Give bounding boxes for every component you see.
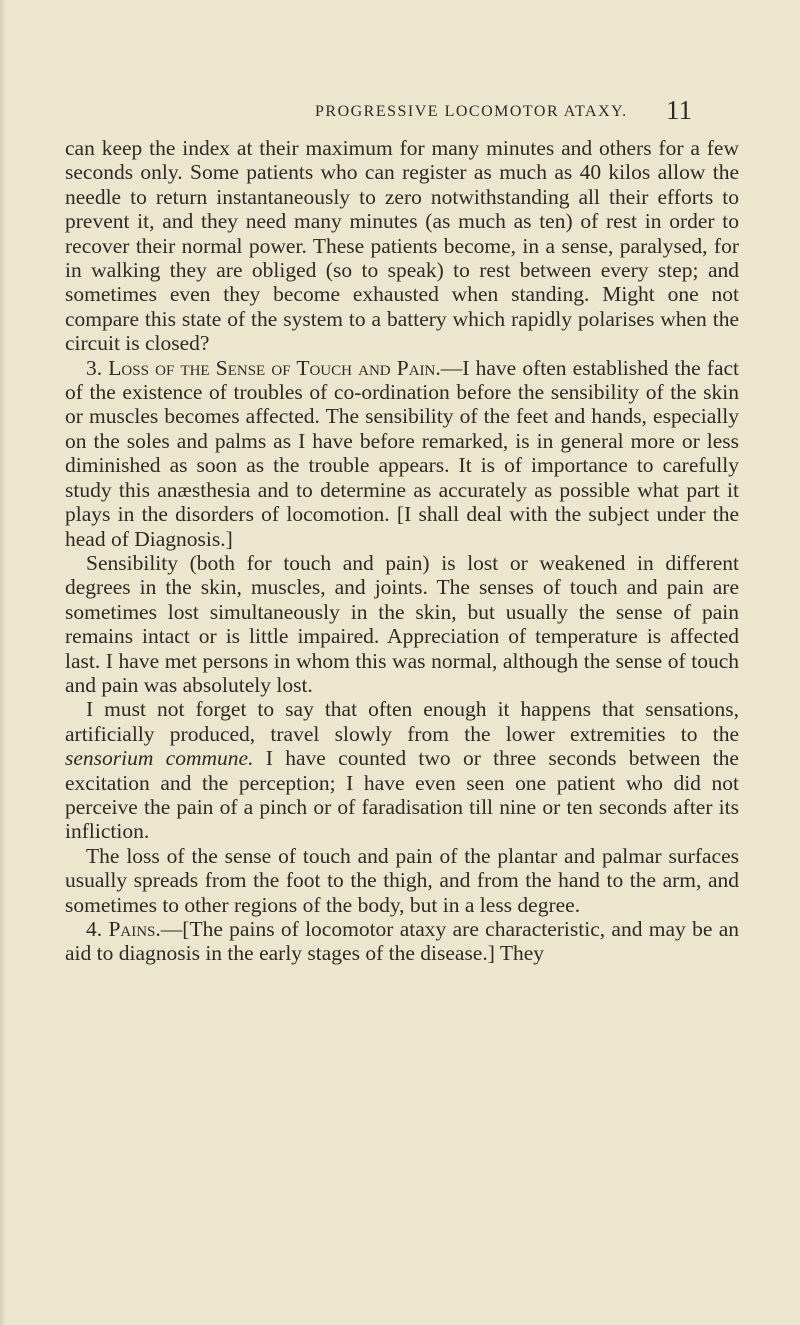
paragraph-text: —[The pains of locomotor ataxy are characteristic, and may be an aid to diagnosis in the early stages of the disease.] They <box>65 917 739 966</box>
paragraph-text: The loss of the sense of touch and pain of the plantar and palmar surfaces usually spreads from the foot to the thigh, and from the hand to the arm, and sometimes to other regions of the body, but in a less degree. <box>65 843 739 917</box>
paragraph-text: Sensibility (both for touch and pain) is lost or weakened in different degrees in the skin, muscles, and joints. The senses of touch and pain are sometimes lost simultaneously in the skin, but usually the sense of pain remains intact or is little impaired. Appreciation of temperature is affected last. I have met persons in whom this was normal, although the sense of touch and pain was absolutely lost. <box>65 550 739 697</box>
section-heading: Loss of the Sense of Touch and Pain. <box>108 355 441 380</box>
paragraph-sensibility <box>65 551 739 697</box>
paragraph-text: can keep the index at their maximum for many minutes and others for a few seconds only. Some patients who can register as much as 40 kilos allow the needle to return instantaneously to zero notwithstanding all their efforts to prevent it, and they need many minutes (as much as ten) of rest in order to recover their normal power. These patients become, in a sense, paralysed, for in walking they are obliged (so to speak) to rest between every step; and sometimes even they become exhausted when standing. Might one not compare this state of the system to a battery which rapidly polarises when the circuit is closed? <box>65 136 739 356</box>
paragraph-continuation <box>65 136 739 356</box>
paragraph-text: I must not forget to say that often enough it happens that sensations, artificially produced, travel slowly from the lower extremities to the <box>65 697 739 746</box>
paragraph-section-3 <box>65 356 739 551</box>
running-head: PROGRESSIVE LOCOMOTOR ATAXY. <box>315 103 628 120</box>
paragraph-plantar <box>65 844 739 917</box>
paragraph-sensations <box>65 697 739 843</box>
page-header <box>0 95 800 125</box>
page-number: 11 <box>666 95 692 125</box>
paragraph-section-4 <box>65 917 739 966</box>
paragraph-text: I have counted two or three seconds between the excitation and the perception; I have even seen one patient who did not perceive the pain of a pinch or of faradisation till nine or ten seconds after its infliction. <box>65 746 739 844</box>
section-number: 3. <box>86 355 103 380</box>
page-edge <box>0 0 6 1325</box>
section-heading: Pains. <box>108 917 161 941</box>
paragraph-text: —I have often established the fact of the existence of troubles of co-ordination before the sensibility of the skin or muscles becomes affected. The sensibility of the feet and hands, especially on the soles and palms as I have before remarked, is in general more or less diminished as soon as the trouble appears. It is of importance to carefully study this anæsthesia and to determine as accurately as possible what part it plays in the disorders of locomotion. [I shall deal with the subject under the head of Diagnosis.] <box>65 355 739 551</box>
italic-term: sensorium commune. <box>65 746 254 771</box>
section-number: 4. <box>86 917 103 941</box>
body-text <box>65 136 739 966</box>
